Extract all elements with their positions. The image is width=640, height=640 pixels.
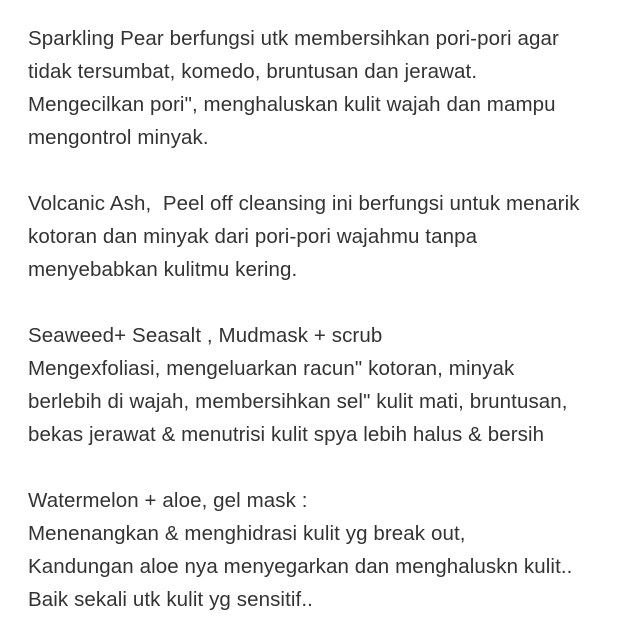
paragraph-volcanic-ash (28, 187, 628, 286)
text-line: Baik sekali utk kulit yg sensitif.. (28, 588, 313, 611)
paragraph-gap (28, 286, 628, 319)
text-line: Mengexfoliasi, mengeluarkan racun" kotoran, minyak (28, 357, 515, 380)
text-line: Watermelon + aloe, gel mask : (28, 489, 308, 512)
text-line: Seaweed+ Seasalt , Mudmask + scrub (28, 324, 383, 347)
paragraph-seaweed-seasalt (28, 319, 628, 451)
product-notes (28, 22, 628, 616)
text-line: tidak tersumbat, komedo, bruntusan dan jerawat. (28, 60, 478, 83)
paragraph-sparkling-pear (28, 22, 628, 154)
paragraph-gap (28, 451, 628, 484)
text-line: Volcanic Ash, Peel off cleansing ini berfungsi untuk menarik (28, 192, 580, 215)
paragraph-watermelon-aloe (28, 484, 628, 616)
text-line: berlebih di wajah, membersihkan sel" kulit mati, bruntusan, (28, 390, 568, 413)
text-line: Mengecilkan pori", menghaluskan kulit wajah dan mampu (28, 93, 556, 116)
text-line: kotoran dan minyak dari pori-pori wajahmu tanpa (28, 225, 478, 248)
text-line: Kandungan aloe nya menyegarkan dan menghaluskn kulit.. (28, 555, 573, 578)
text-line: mengontrol minyak. (28, 126, 209, 149)
text-line: menyebabkan kulitmu kering. (28, 258, 298, 281)
text-line: Menenangkan & menghidrasi kulit yg break out, (28, 522, 466, 545)
text-line: Sparkling Pear berfungsi utk membersihkan pori-pori agar (28, 27, 559, 50)
paragraph-gap (28, 154, 628, 187)
text-line: bekas jerawat & menutrisi kulit spya lebih halus & bersih (28, 423, 545, 446)
